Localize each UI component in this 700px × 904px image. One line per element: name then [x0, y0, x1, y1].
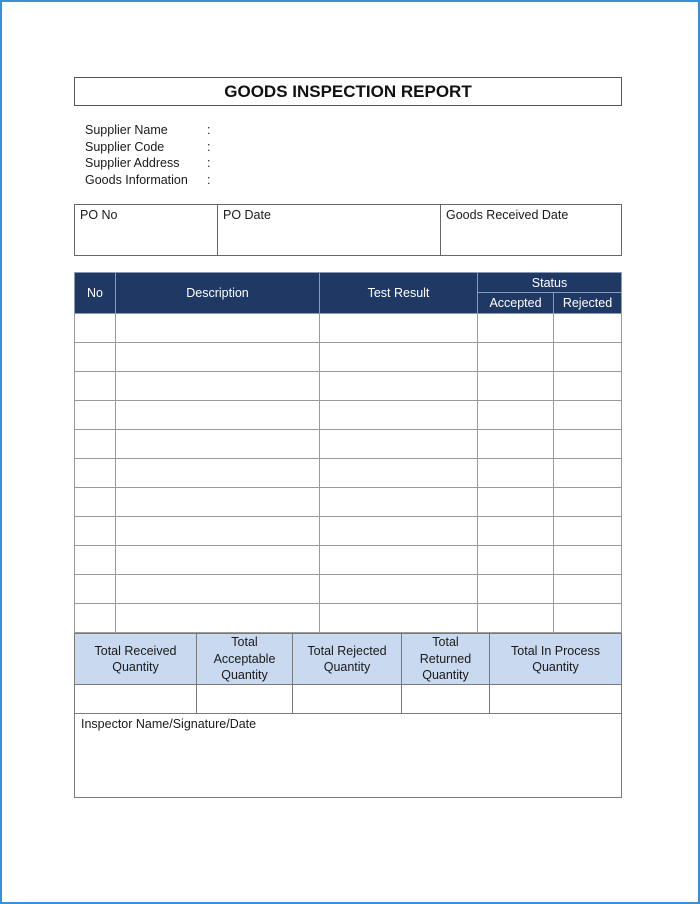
- total-acceptable-quantity-cell[interactable]: [197, 685, 293, 714]
- header-line: Total: [231, 635, 258, 650]
- no-cell[interactable]: [75, 401, 116, 430]
- goods-information-label: Goods Information: [85, 172, 188, 187]
- supplier-code-label: Supplier Code: [85, 139, 165, 154]
- description-cell[interactable]: [116, 401, 320, 430]
- test-result-cell[interactable]: [320, 459, 478, 488]
- header-line: Returned: [419, 651, 472, 666]
- header-line: Quantity: [532, 660, 579, 674]
- no-cell[interactable]: [75, 430, 116, 459]
- no-cell[interactable]: [75, 604, 116, 633]
- description-cell[interactable]: [116, 372, 320, 401]
- accepted-cell[interactable]: [478, 546, 554, 575]
- test-result-cell[interactable]: [320, 517, 478, 546]
- total-rejected-quantity-header: [293, 634, 402, 685]
- total-in-process-quantity-header: [490, 634, 622, 685]
- table-row: [75, 488, 622, 517]
- description-cell[interactable]: [116, 488, 320, 517]
- column-header-accepted: Accepted: [478, 293, 554, 314]
- test-result-cell[interactable]: [320, 314, 478, 343]
- inspection-items-table: [74, 272, 622, 633]
- table-row: [75, 314, 622, 343]
- column-header-test-result: Test Result: [320, 273, 478, 314]
- column-header-rejected: Rejected: [554, 293, 622, 314]
- description-cell[interactable]: [116, 343, 320, 372]
- no-cell[interactable]: [75, 343, 116, 372]
- rejected-cell[interactable]: [554, 517, 622, 546]
- separator: :: [207, 172, 211, 187]
- rejected-cell[interactable]: [554, 401, 622, 430]
- description-cell[interactable]: [116, 575, 320, 604]
- accepted-cell[interactable]: [478, 517, 554, 546]
- header-line: Quantity: [112, 660, 159, 674]
- supplier-address-row: [85, 155, 217, 172]
- description-cell[interactable]: [116, 546, 320, 575]
- total-returned-quantity-header: [402, 634, 490, 685]
- table-row: [75, 604, 622, 633]
- supplier-info: [85, 122, 217, 188]
- test-result-cell[interactable]: [320, 372, 478, 401]
- po-table: [74, 204, 622, 256]
- test-result-cell[interactable]: [320, 575, 478, 604]
- separator: :: [207, 123, 211, 137]
- rejected-cell[interactable]: [554, 546, 622, 575]
- header-line: Quantity: [323, 660, 371, 674]
- total-received-quantity-header: [75, 634, 197, 685]
- total-in-process-quantity-cell[interactable]: [490, 685, 622, 714]
- supplier-name-row: [85, 122, 217, 139]
- po-date-cell[interactable]: PO Date: [218, 205, 441, 256]
- separator: :: [207, 156, 211, 171]
- test-result-cell[interactable]: [320, 401, 478, 430]
- total-acceptable-quantity-header: [197, 634, 293, 685]
- column-header-description: Description: [116, 273, 320, 314]
- table-row: [75, 343, 622, 372]
- supplier-code-row: [85, 139, 217, 156]
- rejected-cell[interactable]: [554, 575, 622, 604]
- description-cell[interactable]: [116, 604, 320, 633]
- test-result-cell[interactable]: [320, 430, 478, 459]
- header-line: Total In Process: [511, 643, 600, 658]
- supplier-name-label: Supplier Name: [85, 123, 168, 137]
- no-cell[interactable]: [75, 546, 116, 575]
- description-cell[interactable]: [116, 459, 320, 488]
- test-result-cell[interactable]: [320, 488, 478, 517]
- header-line: Total Received: [94, 643, 177, 658]
- header-line: Quantity: [221, 668, 268, 683]
- column-header-no: No: [75, 273, 116, 314]
- table-row: [75, 372, 622, 401]
- no-cell[interactable]: [75, 372, 116, 401]
- accepted-cell[interactable]: [478, 372, 554, 401]
- test-result-cell[interactable]: [320, 604, 478, 633]
- test-result-cell[interactable]: [320, 546, 478, 575]
- po-no-cell[interactable]: PO No: [75, 205, 218, 256]
- rejected-cell[interactable]: [554, 604, 622, 633]
- table-row: [75, 459, 622, 488]
- table-row: [75, 430, 622, 459]
- supplier-address-label: Supplier Address: [85, 156, 180, 171]
- inspector-label: Inspector Name/Signature/Date: [81, 717, 257, 731]
- total-received-quantity-cell[interactable]: [75, 685, 197, 714]
- column-header-status: Status: [478, 273, 622, 293]
- table-row: [75, 546, 622, 575]
- no-cell[interactable]: [75, 517, 116, 546]
- accepted-cell[interactable]: [478, 314, 554, 343]
- rejected-cell[interactable]: [554, 343, 622, 372]
- goods-received-date-cell[interactable]: Goods Received Date: [441, 205, 622, 256]
- no-cell[interactable]: [75, 488, 116, 517]
- total-rejected-quantity-cell[interactable]: [293, 685, 402, 714]
- description-cell[interactable]: [116, 430, 320, 459]
- no-cell[interactable]: [75, 314, 116, 343]
- rejected-cell[interactable]: [554, 430, 622, 459]
- accepted-cell[interactable]: [478, 430, 554, 459]
- totals-table: [74, 633, 622, 798]
- separator: :: [207, 139, 211, 154]
- header-line: Quantity: [422, 668, 469, 683]
- no-cell[interactable]: [75, 459, 116, 488]
- accepted-cell[interactable]: [478, 488, 554, 517]
- description-cell[interactable]: [116, 517, 320, 546]
- table-row: [75, 517, 622, 546]
- rejected-cell[interactable]: [554, 459, 622, 488]
- no-cell[interactable]: [75, 575, 116, 604]
- rejected-cell[interactable]: [554, 372, 622, 401]
- accepted-cell[interactable]: [478, 604, 554, 633]
- table-row: [75, 575, 622, 604]
- rejected-cell[interactable]: [554, 488, 622, 517]
- total-returned-quantity-cell[interactable]: [402, 685, 490, 714]
- accepted-cell[interactable]: [478, 401, 554, 430]
- inspector-signature-cell[interactable]: [75, 714, 622, 798]
- table-row: [75, 401, 622, 430]
- report-title: GOODS INSPECTION REPORT: [74, 77, 622, 106]
- test-result-cell[interactable]: [320, 343, 478, 372]
- description-cell[interactable]: [116, 314, 320, 343]
- accepted-cell[interactable]: [478, 459, 554, 488]
- rejected-cell[interactable]: [554, 314, 622, 343]
- header-line: Total: [432, 635, 459, 650]
- goods-information-row: [85, 172, 217, 189]
- accepted-cell[interactable]: [478, 343, 554, 372]
- header-line: Total Rejected: [307, 643, 387, 658]
- accepted-cell[interactable]: [478, 575, 554, 604]
- header-line: Acceptable: [213, 651, 276, 666]
